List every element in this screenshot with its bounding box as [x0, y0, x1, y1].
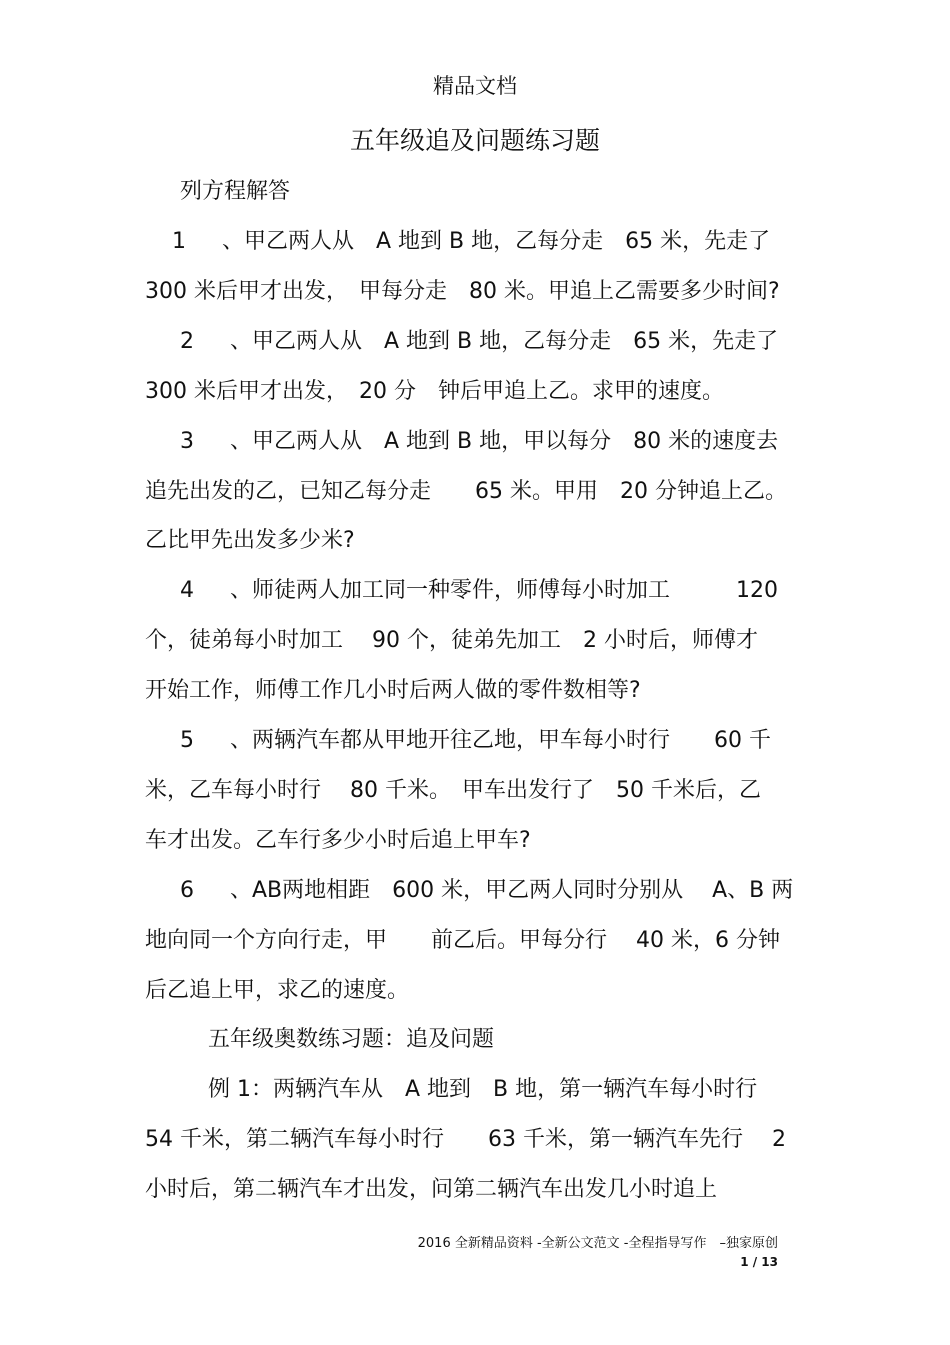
- problem-2-line-2: 300 米后甲才出发， 20 分 钟后甲追上乙。求甲的速度。: [145, 379, 724, 404]
- page-title: 五年级追及问题练习题: [349, 126, 600, 155]
- problem-4-line-1: 4 、师徒两人加工同一种零件，师傅每小时加工 120: [180, 578, 778, 603]
- problem-5-line-1: 5 、两辆汽车都从甲地开往乙地，甲车每小时行 60 千: [180, 728, 771, 753]
- example-1-line-1: 例 1：两辆汽车从 A 地到 B 地，第一辆汽车每小时行: [208, 1077, 758, 1102]
- problem-3-line-2: 追先出发的乙，已知乙每分走 65 米。甲用 20 分钟追上乙。: [145, 479, 787, 504]
- problem-3-line-1: 3 、甲乙两人从 A 地到 B 地，甲以每分 80 米的速度去: [180, 429, 779, 454]
- problem-1-line-1: 1 、甲乙两人从 A 地到 B 地，乙每分走 65 米，先走了: [172, 229, 771, 254]
- problem-5-line-2: 米，乙车每小时行 80 千米。 甲车出发行了 50 千米后，乙: [145, 778, 761, 803]
- page-header: 精品文档: [433, 74, 517, 98]
- problem-6-line-3: 后乙追上甲，求乙的速度。: [145, 978, 410, 1003]
- problem-2-line-1: 2 、甲乙两人从 A 地到 B 地，乙每分走 65 米，先走了: [180, 329, 779, 354]
- problem-6-line-2: 地向同一个方向行走，甲 前乙后。甲每分行 40 米，6 分钟: [145, 928, 780, 953]
- example-1-line-3: 小时后，第二辆汽车才出发，问第二辆汽车出发几小时追上: [145, 1177, 718, 1202]
- example-1-line-2: 54 千米，第二辆汽车每小时行 63 千米，第一辆汽车先行 2: [145, 1127, 786, 1152]
- problem-3-line-3: 乙比甲先出发多少米?: [145, 528, 355, 553]
- problem-4-line-3: 开始工作，师傅工作几小时后两人做的零件数相等?: [145, 678, 641, 703]
- problem-5-line-3: 车才出发。乙车行多少小时后追上甲车?: [145, 828, 531, 853]
- instruction-text: 列方程解答: [180, 179, 291, 204]
- page-number: 1 / 13: [740, 1255, 778, 1269]
- problem-1-line-2: 300 米后甲才出发， 甲每分走 80 米。甲追上乙需要多少时间?: [145, 279, 780, 304]
- page-footer: 2016 全新精品资料 -全新公文范文 -全程指导写作 –独家原创: [417, 1236, 778, 1251]
- problem-6-line-1: 6 、AB两地相距 600 米，甲乙两人同时分别从 A、B 两: [180, 878, 794, 903]
- problem-4-line-2: 个，徒弟每小时加工 90 个，徒弟先加工 2 小时后，师傅才: [145, 628, 758, 653]
- section-heading: 五年级奥数练习题：追及问题: [208, 1027, 495, 1052]
